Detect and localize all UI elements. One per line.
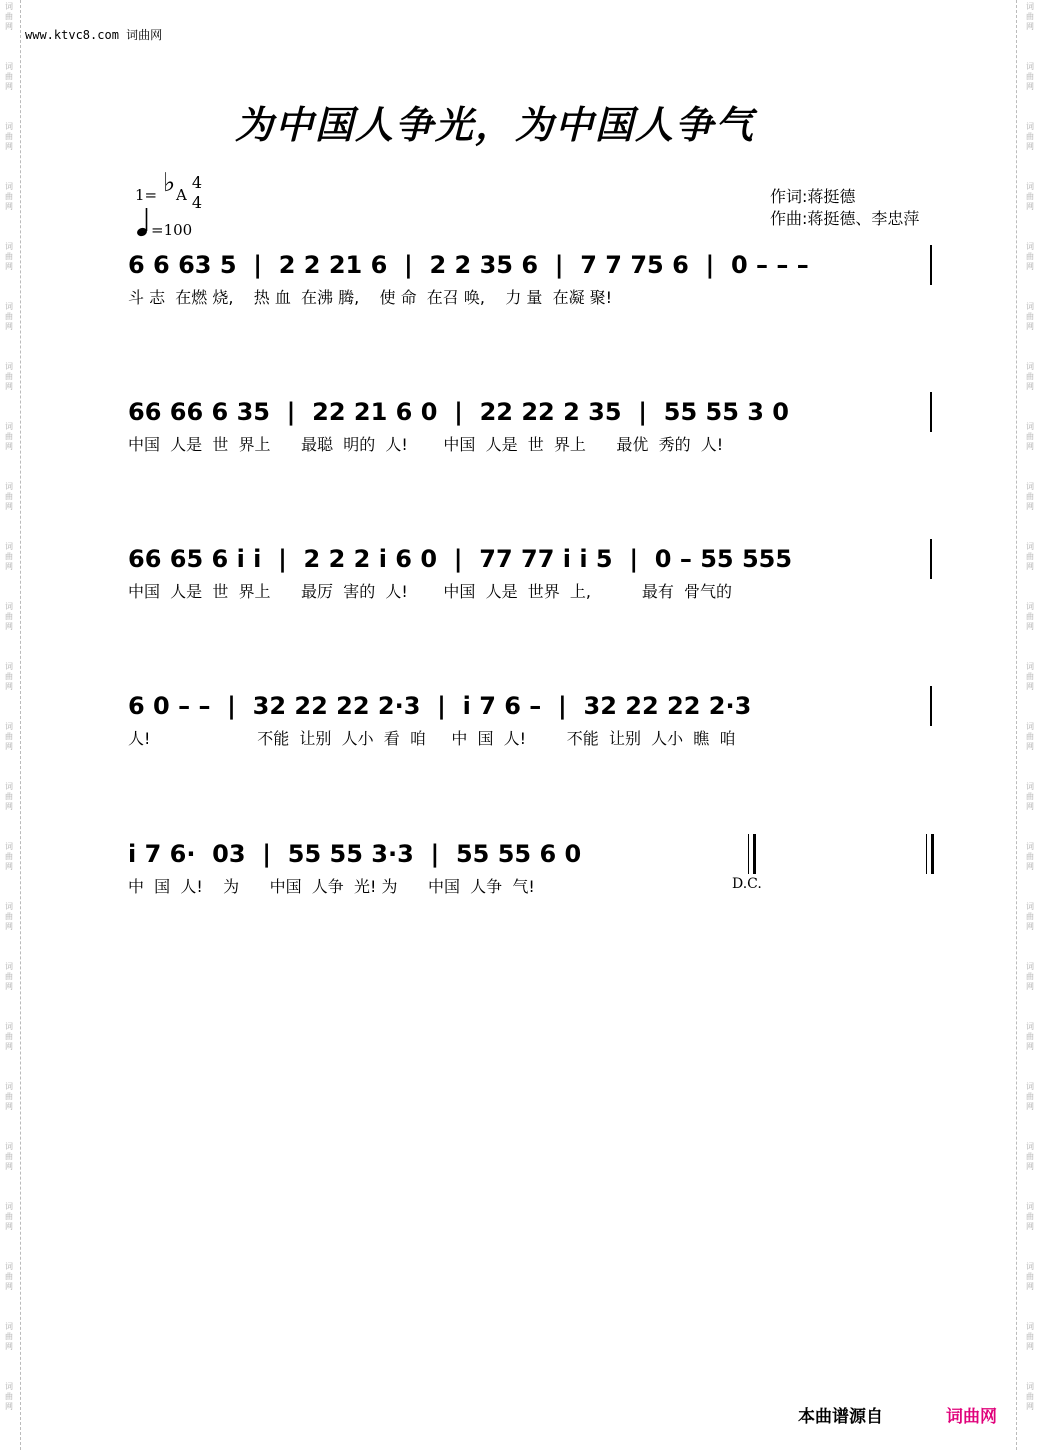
side-watermark: 词 曲 网 — [5, 1022, 13, 1051]
lyrics-line-3: 中国 人是 世 界上 最厉 害的 人! 中国 人是 世界 上, 最有 骨气的 — [128, 582, 733, 601]
side-watermark: 词 曲 网 — [5, 602, 13, 631]
side-watermark: 词 曲 网 — [5, 1142, 13, 1171]
notation-line-5: i 7 6· 03 | 55 55 3·3 | 55 55 6 0 — [128, 840, 582, 868]
side-watermark: 词 曲 网 — [1026, 182, 1034, 211]
footer-source-text: 本曲谱源自 — [798, 1407, 883, 1427]
side-watermark: 词 曲 网 — [1026, 842, 1034, 871]
notation-line-3: 66 65 6 i i | 2 2 2 i 6 0 | 77 77 i i 5 | 0 – 55 555 — [128, 545, 793, 573]
side-watermark: 词 曲 网 — [5, 1082, 13, 1111]
score-line-4 — [128, 686, 936, 776]
side-watermark: 词 曲 网 — [5, 1262, 13, 1291]
score-line-2 — [128, 392, 936, 482]
side-watermark: 词 曲 网 — [5, 302, 13, 331]
side-watermark: 词 曲 网 — [1026, 302, 1034, 331]
side-watermark: 词 曲 网 — [1026, 1322, 1034, 1351]
right-margin-line — [1016, 0, 1017, 1450]
side-watermark: 词 曲 网 — [1026, 242, 1034, 271]
side-watermark: 词 曲 网 — [1026, 542, 1034, 571]
left-margin-line — [20, 0, 21, 1450]
side-watermark: 词 曲 网 — [1026, 2, 1034, 31]
repeat-bar-thick — [753, 834, 756, 874]
final-bar-thin — [926, 834, 927, 874]
end-bar — [930, 245, 932, 285]
side-watermark: 词 曲 网 — [5, 2, 13, 31]
end-bar — [930, 539, 932, 579]
key-name: A — [176, 186, 187, 204]
key-prefix: 1= — [135, 186, 158, 204]
side-watermark: 词 曲 网 — [1026, 662, 1034, 691]
side-watermark: 词 曲 网 — [5, 782, 13, 811]
side-watermark: 词 曲 网 — [1026, 1262, 1034, 1291]
side-watermark: 词 曲 网 — [5, 482, 13, 511]
side-watermark: 词 曲 网 — [5, 122, 13, 151]
side-watermark: 词 曲 网 — [5, 1382, 13, 1411]
time-top: 4 — [191, 173, 203, 192]
score-line-1 — [128, 245, 936, 335]
notation-line-2: 66 66 6 35 | 22 21 6 0 | 22 22 2 35 | 55 55 3 0 — [128, 398, 790, 426]
composer-credit: 作曲:蒋挺德、李忠萍 — [770, 209, 920, 228]
side-watermark: 词 曲 网 — [5, 62, 13, 91]
end-bar — [930, 686, 932, 726]
notation-line-1: 6 6 63 5 | 2 2 21 6 | 2 2 35 6 | 7 7 75 6 | 0 – – – — [128, 251, 809, 279]
final-bar-thick — [931, 834, 934, 874]
side-watermark: 词 曲 网 — [1026, 1382, 1034, 1411]
side-watermark: 词 曲 网 — [5, 362, 13, 391]
site-url: www.ktvc8.com 词曲网 — [25, 28, 163, 42]
score-line-3 — [128, 539, 936, 629]
footer-site-link[interactable]: 词曲网 — [946, 1407, 997, 1427]
lyrics-line-2: 中国 人是 世 界上 最聪 明的 人! 中国 人是 世 界上 最优 秀的 人! — [128, 435, 724, 454]
side-watermark: 词 曲 网 — [5, 182, 13, 211]
lyrics-line-5: 中 国 人! 为 中国 人争 光! 为 中国 人争 气! — [128, 877, 535, 896]
lyrics-line-4: 人! 不能 让别 人小 看 咱 中 国 人! 不能 让别 人小 瞧 咱 — [128, 729, 736, 748]
side-watermark: 词 曲 网 — [5, 662, 13, 691]
side-watermark: 词 曲 网 — [1026, 722, 1034, 751]
side-watermark: 词 曲 网 — [5, 1322, 13, 1351]
side-watermark: 词 曲 网 — [1026, 482, 1034, 511]
side-watermark: 词 曲 网 — [1026, 1202, 1034, 1231]
side-watermark: 词 曲 网 — [1026, 1022, 1034, 1051]
lyricist-credit: 作词:蒋挺德 — [770, 187, 856, 206]
time-bottom: 4 — [191, 193, 203, 212]
end-bar — [930, 392, 932, 432]
tempo-mark: =100 — [151, 221, 193, 239]
side-watermark: 词 曲 网 — [5, 722, 13, 751]
repeat-bar-thin — [748, 834, 749, 874]
side-watermark: 词 曲 网 — [1026, 962, 1034, 991]
time-signature — [190, 173, 204, 213]
lyrics-line-1: 斗 志 在燃 烧, 热 血 在沸 腾, 使 命 在召 唤, 力 量 在凝 聚! — [128, 288, 613, 307]
side-watermark: 词 曲 网 — [1026, 362, 1034, 391]
flat-sign: ♭ — [163, 168, 176, 198]
side-watermark: 词 曲 网 — [1026, 1142, 1034, 1171]
side-watermark: 词 曲 网 — [1026, 422, 1034, 451]
score-line-5 — [128, 834, 936, 924]
side-watermark: 词 曲 网 — [1026, 782, 1034, 811]
side-watermark: 词 曲 网 — [5, 542, 13, 571]
side-watermark: 词 曲 网 — [1026, 602, 1034, 631]
side-watermark: 词 曲 网 — [5, 962, 13, 991]
side-watermark: 词 曲 网 — [5, 902, 13, 931]
side-watermark: 词 曲 网 — [1026, 1082, 1034, 1111]
side-watermark: 词 曲 网 — [5, 422, 13, 451]
side-watermark: 词 曲 网 — [5, 842, 13, 871]
side-watermark: 词 曲 网 — [1026, 122, 1034, 151]
side-watermark: 词 曲 网 — [5, 242, 13, 271]
da-capo-label: D.C. — [732, 876, 762, 892]
side-watermark: 词 曲 网 — [5, 1202, 13, 1231]
song-title: 为中国人争光，为中国人争气 — [234, 102, 755, 147]
side-watermark: 词 曲 网 — [1026, 902, 1034, 931]
side-watermark: 词 曲 网 — [1026, 62, 1034, 91]
notation-line-4: 6 0 – – | 32 22 22 2·3 | i 7 6 – | 32 22 22 2·3 — [128, 692, 752, 720]
